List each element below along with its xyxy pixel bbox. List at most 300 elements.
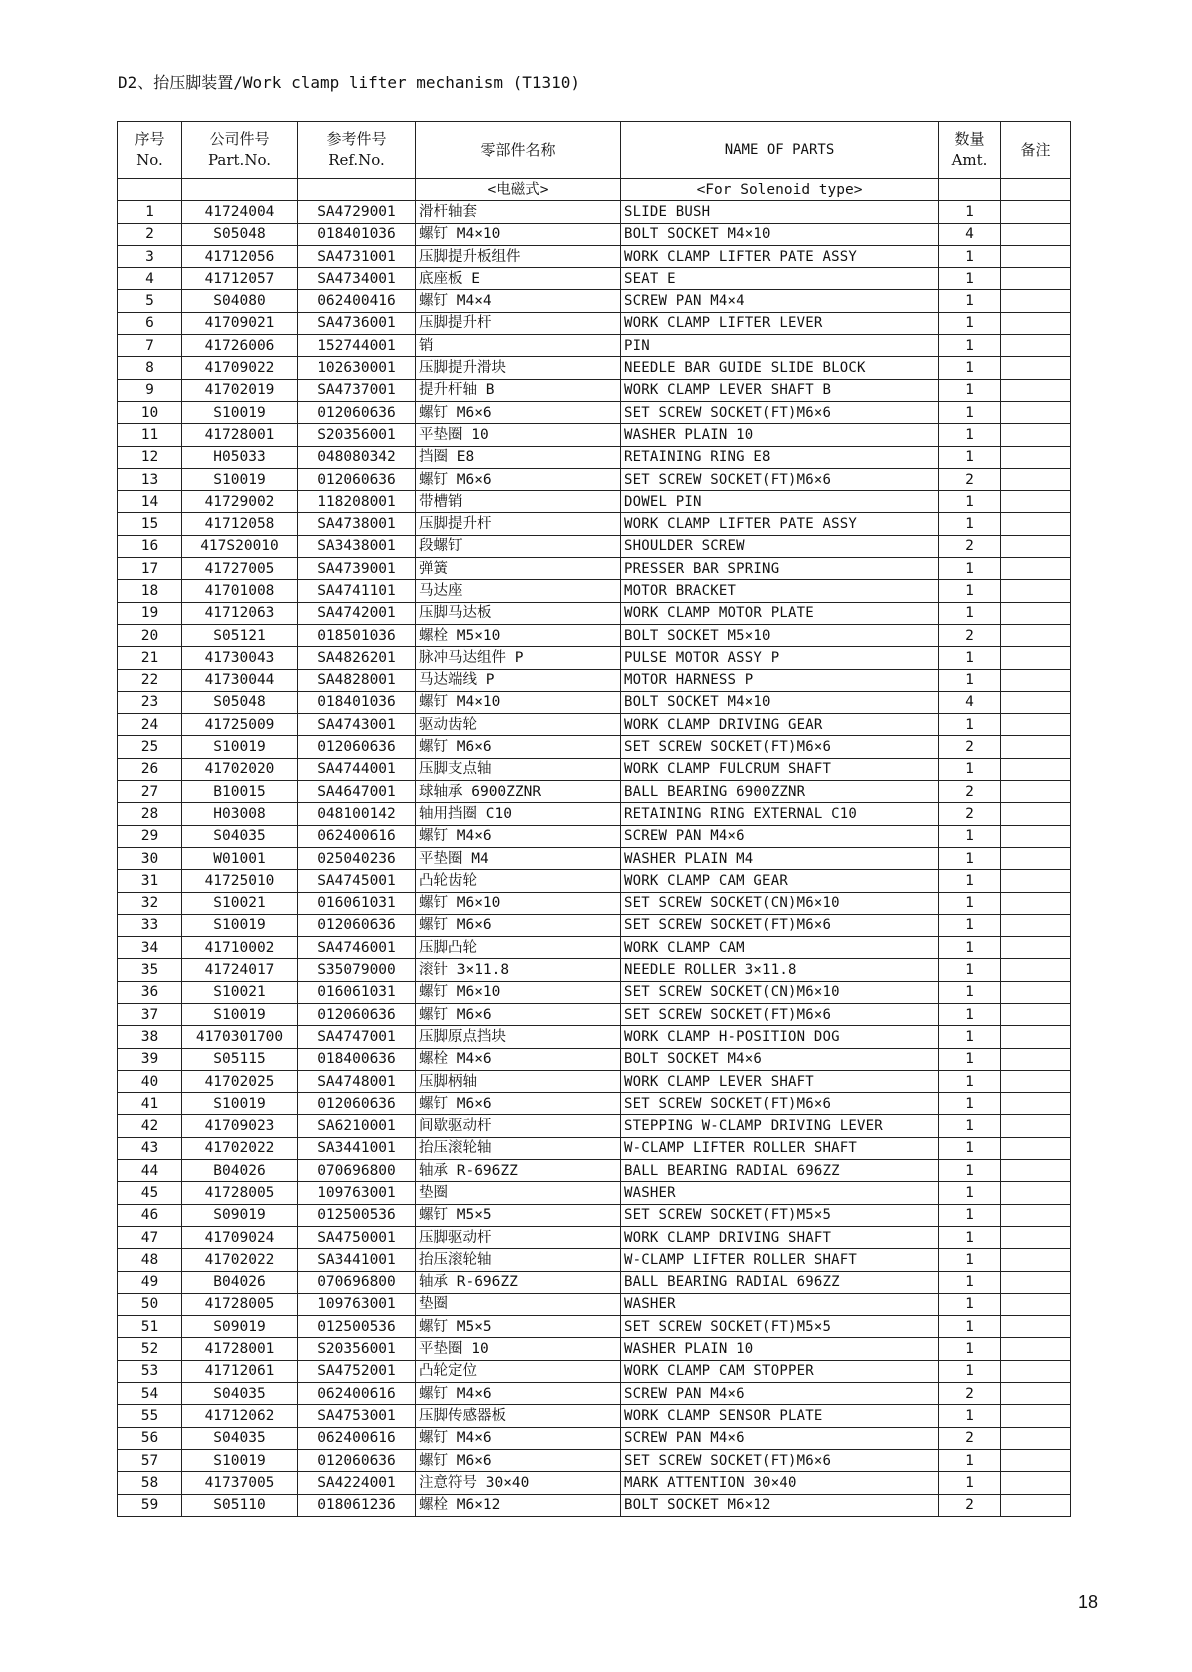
cell-name-en: SLIDE BUSH [621, 201, 939, 223]
header-no: 序号 No. [118, 122, 182, 179]
cell-remark [1001, 513, 1071, 535]
table-row [118, 223, 1071, 245]
cell-ref-no: SA4750001 [298, 1226, 416, 1248]
table-row [118, 1405, 1071, 1427]
cell-part-no: 41726006 [182, 335, 298, 357]
cell-part-no: 41724004 [182, 201, 298, 223]
table-row [118, 1093, 1071, 1115]
cell-name-en: BOLT SOCKET M6×12 [621, 1494, 939, 1516]
cell-remark [1001, 290, 1071, 312]
cell-remark [1001, 468, 1071, 490]
cell-remark [1001, 1204, 1071, 1226]
cell-amt: 1 [939, 914, 1001, 936]
cell-name-en: WORK CLAMP H-POSITION DOG [621, 1026, 939, 1048]
table-row [118, 312, 1071, 334]
table-row [118, 1494, 1071, 1516]
cell-remark [1001, 1293, 1071, 1315]
cell-part-no: 41730043 [182, 647, 298, 669]
cell-name-cn: 抬压滚轮轴 [416, 1137, 621, 1159]
cell-part-no: 41728001 [182, 424, 298, 446]
cell-no: 18 [118, 580, 182, 602]
cell-name-cn: 螺钉 M4×6 [416, 1383, 621, 1405]
cell-name-cn: 带槽销 [416, 491, 621, 513]
cell-name-cn: 螺钉 M6×6 [416, 914, 621, 936]
cell-no: 47 [118, 1226, 182, 1248]
table-row [118, 1070, 1071, 1092]
cell-no: 22 [118, 669, 182, 691]
cell-ref-no: 118208001 [298, 491, 416, 513]
cell-name-en: WORK CLAMP CAM [621, 937, 939, 959]
cell-name-cn: 压脚凸轮 [416, 937, 621, 959]
cell-remark [1001, 1160, 1071, 1182]
table-row [118, 513, 1071, 535]
cell-name-cn: 注意符号 30×40 [416, 1472, 621, 1494]
cell-name-en: WORK CLAMP CAM STOPPER [621, 1360, 939, 1382]
header-name-en: NAME OF PARTS [621, 122, 939, 179]
cell-name-en: SET SCREW SOCKET(FT)M6×6 [621, 468, 939, 490]
cell-name-cn: 平垫圈 10 [416, 424, 621, 446]
cell-no: 38 [118, 1026, 182, 1048]
cell-amt: 1 [939, 335, 1001, 357]
cell-amt: 1 [939, 1449, 1001, 1471]
cell-no: 6 [118, 312, 182, 334]
cell-amt: 1 [939, 290, 1001, 312]
cell-part-no: S10019 [182, 914, 298, 936]
cell-name-cn: 螺钉 M6×6 [416, 401, 621, 423]
cell-remark [1001, 959, 1071, 981]
cell-ref-no: 012060636 [298, 914, 416, 936]
cell-amt: 2 [939, 535, 1001, 557]
cell-name-en: SET SCREW SOCKET(FT)M6×6 [621, 401, 939, 423]
cell-amt: 1 [939, 602, 1001, 624]
cell-no: 46 [118, 1204, 182, 1226]
cell-ref-no: SA4745001 [298, 870, 416, 892]
cell-remark [1001, 937, 1071, 959]
cell-part-no: 41702022 [182, 1137, 298, 1159]
cell-no: 51 [118, 1316, 182, 1338]
table-row [118, 491, 1071, 513]
cell-name-en: MARK ATTENTION 30×40 [621, 1472, 939, 1494]
cell-amt: 1 [939, 669, 1001, 691]
cell-remark [1001, 357, 1071, 379]
cell-ref-no: 070696800 [298, 1160, 416, 1182]
cell-amt: 1 [939, 1048, 1001, 1070]
cell-remark [1001, 1249, 1071, 1271]
subheader-cn: <电磁式> [416, 179, 621, 201]
cell-name-en: DOWEL PIN [621, 491, 939, 513]
cell-part-no: 41709021 [182, 312, 298, 334]
cell-remark [1001, 647, 1071, 669]
cell-name-en: WASHER PLAIN 10 [621, 424, 939, 446]
cell-no: 50 [118, 1293, 182, 1315]
cell-name-cn: 螺钉 M4×6 [416, 1427, 621, 1449]
cell-part-no: 41725009 [182, 714, 298, 736]
cell-remark [1001, 535, 1071, 557]
cell-amt: 1 [939, 714, 1001, 736]
cell-remark [1001, 580, 1071, 602]
cell-amt: 2 [939, 468, 1001, 490]
cell-name-cn: 轴承 R-696ZZ [416, 1160, 621, 1182]
cell-amt: 2 [939, 781, 1001, 803]
cell-amt: 1 [939, 981, 1001, 1003]
cell-no: 43 [118, 1137, 182, 1159]
cell-no: 45 [118, 1182, 182, 1204]
cell-part-no: 41712063 [182, 602, 298, 624]
cell-name-en: WASHER [621, 1182, 939, 1204]
cell-name-cn: 压脚提升板组件 [416, 245, 621, 267]
cell-name-cn: 脉冲马达组件 P [416, 647, 621, 669]
cell-part-no: 41709024 [182, 1226, 298, 1248]
table-row [118, 1249, 1071, 1271]
cell-name-cn: 间歇驱动杆 [416, 1115, 621, 1137]
cell-remark [1001, 446, 1071, 468]
cell-part-no: 41709023 [182, 1115, 298, 1137]
table-row [118, 379, 1071, 401]
cell-name-cn: 滑杆轴套 [416, 201, 621, 223]
table-row [118, 1182, 1071, 1204]
cell-no: 3 [118, 245, 182, 267]
table-row [118, 1160, 1071, 1182]
cell-name-cn: 螺钉 M4×4 [416, 290, 621, 312]
table-row [118, 1449, 1071, 1471]
cell-remark [1001, 1003, 1071, 1025]
table-row [118, 825, 1071, 847]
cell-part-no: 41712061 [182, 1360, 298, 1382]
cell-name-cn: 螺钉 M6×6 [416, 1003, 621, 1025]
cell-part-no: H05033 [182, 446, 298, 468]
cell-name-cn: 球轴承 6900ZZNR [416, 781, 621, 803]
cell-part-no: S05121 [182, 624, 298, 646]
cell-no: 54 [118, 1383, 182, 1405]
cell-name-en: SHOULDER SCREW [621, 535, 939, 557]
cell-no: 32 [118, 892, 182, 914]
cell-name-en: SET SCREW SOCKET(FT)M6×6 [621, 1093, 939, 1115]
cell-name-en: BOLT SOCKET M4×10 [621, 223, 939, 245]
table-row [118, 1271, 1071, 1293]
cell-name-cn: 底座板 E [416, 268, 621, 290]
cell-name-cn: 螺钉 M5×5 [416, 1204, 621, 1226]
cell-ref-no: 018401036 [298, 223, 416, 245]
table-row [118, 781, 1071, 803]
cell-ref-no: SA4741101 [298, 580, 416, 602]
cell-ref-no: SA3441001 [298, 1249, 416, 1271]
cell-name-en: WORK CLAMP DRIVING SHAFT [621, 1226, 939, 1248]
cell-no: 8 [118, 357, 182, 379]
cell-part-no: 41727005 [182, 558, 298, 580]
cell-no: 12 [118, 446, 182, 468]
cell-amt: 1 [939, 892, 1001, 914]
cell-no: 39 [118, 1048, 182, 1070]
table-row [118, 758, 1071, 780]
cell-ref-no: 016061031 [298, 892, 416, 914]
cell-no: 41 [118, 1093, 182, 1115]
cell-amt: 1 [939, 558, 1001, 580]
cell-remark [1001, 758, 1071, 780]
cell-name-en: SCREW PAN M4×4 [621, 290, 939, 312]
cell-part-no: H03008 [182, 803, 298, 825]
cell-name-cn: 螺栓 M5×10 [416, 624, 621, 646]
cell-name-cn: 段螺钉 [416, 535, 621, 557]
cell-remark [1001, 1449, 1071, 1471]
cell-ref-no: 012060636 [298, 401, 416, 423]
table-row [118, 892, 1071, 914]
cell-name-en: SET SCREW SOCKET(FT)M6×6 [621, 914, 939, 936]
cell-name-en: WASHER PLAIN 10 [621, 1338, 939, 1360]
cell-remark [1001, 1338, 1071, 1360]
cell-name-cn: 螺钉 M6×10 [416, 981, 621, 1003]
cell-remark [1001, 1226, 1071, 1248]
table-row [118, 468, 1071, 490]
cell-amt: 1 [939, 1160, 1001, 1182]
header-remark: 备注 [1001, 122, 1071, 179]
cell-name-cn: 螺钉 M6×6 [416, 1093, 621, 1115]
table-header-row [118, 122, 1071, 179]
cell-no: 7 [118, 335, 182, 357]
cell-ref-no: SA4826201 [298, 647, 416, 669]
cell-name-en: SET SCREW SOCKET(FT)M5×5 [621, 1316, 939, 1338]
cell-ref-no: 070696800 [298, 1271, 416, 1293]
cell-ref-no: 109763001 [298, 1182, 416, 1204]
cell-no: 14 [118, 491, 182, 513]
cell-name-cn: 垫圈 [416, 1182, 621, 1204]
cell-name-cn: 马达座 [416, 580, 621, 602]
cell-no: 35 [118, 959, 182, 981]
cell-remark [1001, 691, 1071, 713]
cell-remark [1001, 892, 1071, 914]
cell-name-en: NEEDLE ROLLER 3×11.8 [621, 959, 939, 981]
cell-amt: 2 [939, 736, 1001, 758]
cell-name-cn: 压脚提升杆 [416, 513, 621, 535]
cell-amt: 1 [939, 959, 1001, 981]
table-row [118, 558, 1071, 580]
cell-name-cn: 压脚马达板 [416, 602, 621, 624]
cell-name-cn: 平垫圈 10 [416, 1338, 621, 1360]
cell-amt: 1 [939, 1182, 1001, 1204]
cell-part-no: S05115 [182, 1048, 298, 1070]
cell-no: 42 [118, 1115, 182, 1137]
cell-amt: 2 [939, 624, 1001, 646]
cell-part-no: 41724017 [182, 959, 298, 981]
cell-remark [1001, 825, 1071, 847]
cell-remark [1001, 1115, 1071, 1137]
page-title: D2、抬压脚装置/Work clamp lifter mechanism (T1310) [118, 73, 581, 92]
table-row [118, 335, 1071, 357]
cell-name-cn: 压脚提升滑块 [416, 357, 621, 379]
cell-remark [1001, 1383, 1071, 1405]
cell-name-cn: 螺钉 M6×10 [416, 892, 621, 914]
cell-ref-no: 012060636 [298, 1449, 416, 1471]
cell-ref-no: SA4739001 [298, 558, 416, 580]
table-row [118, 647, 1071, 669]
cell-name-cn: 螺钉 M6×6 [416, 736, 621, 758]
cell-ref-no: SA4647001 [298, 781, 416, 803]
cell-name-en: WORK CLAMP DRIVING GEAR [621, 714, 939, 736]
cell-remark [1001, 1137, 1071, 1159]
cell-name-cn: 凸轮齿轮 [416, 870, 621, 892]
cell-part-no: 41702022 [182, 1249, 298, 1271]
table-row [118, 937, 1071, 959]
table-row [118, 290, 1071, 312]
cell-remark [1001, 424, 1071, 446]
cell-ref-no: 012060636 [298, 736, 416, 758]
cell-name-cn: 压脚传感器板 [416, 1405, 621, 1427]
table-row [118, 1048, 1071, 1070]
cell-remark [1001, 981, 1071, 1003]
table-row [118, 580, 1071, 602]
cell-ref-no: 102630001 [298, 357, 416, 379]
cell-part-no: 41712057 [182, 268, 298, 290]
cell-no: 5 [118, 290, 182, 312]
cell-amt: 1 [939, 647, 1001, 669]
cell-part-no: 41737005 [182, 1472, 298, 1494]
cell-remark [1001, 312, 1071, 334]
cell-no: 49 [118, 1271, 182, 1293]
cell-name-en: SCREW PAN M4×6 [621, 1383, 939, 1405]
cell-part-no: 41730044 [182, 669, 298, 691]
cell-name-en: SCREW PAN M4×6 [621, 825, 939, 847]
cell-ref-no: 018400636 [298, 1048, 416, 1070]
cell-amt: 2 [939, 803, 1001, 825]
cell-amt: 1 [939, 1226, 1001, 1248]
header-ref-no: 参考件号 Ref.No. [298, 122, 416, 179]
table-row [118, 981, 1071, 1003]
cell-amt: 1 [939, 1293, 1001, 1315]
cell-part-no: 41728005 [182, 1293, 298, 1315]
cell-remark [1001, 1070, 1071, 1092]
cell-no: 23 [118, 691, 182, 713]
cell-part-no: 41712056 [182, 245, 298, 267]
cell-remark [1001, 1427, 1071, 1449]
cell-amt: 1 [939, 1271, 1001, 1293]
cell-part-no: B04026 [182, 1271, 298, 1293]
cell-ref-no: 062400616 [298, 1427, 416, 1449]
cell-remark [1001, 1093, 1071, 1115]
cell-name-cn: 压脚提升杆 [416, 312, 621, 334]
cell-amt: 1 [939, 1026, 1001, 1048]
cell-part-no: 41728005 [182, 1182, 298, 1204]
cell-remark [1001, 736, 1071, 758]
cell-ref-no: 048100142 [298, 803, 416, 825]
table-row [118, 357, 1071, 379]
cell-name-en: PRESSER BAR SPRING [621, 558, 939, 580]
table-row [118, 1115, 1071, 1137]
cell-name-cn: 垫圈 [416, 1293, 621, 1315]
cell-part-no: S05110 [182, 1494, 298, 1516]
table-row [118, 914, 1071, 936]
cell-amt: 2 [939, 1494, 1001, 1516]
cell-ref-no: SA4747001 [298, 1026, 416, 1048]
cell-part-no: S10019 [182, 1093, 298, 1115]
cell-amt: 1 [939, 847, 1001, 869]
table-row [118, 245, 1071, 267]
cell-amt: 1 [939, 758, 1001, 780]
cell-name-cn: 凸轮定位 [416, 1360, 621, 1382]
table-row [118, 424, 1071, 446]
cell-name-cn: 轴用挡圈 C10 [416, 803, 621, 825]
cell-ref-no: SA4744001 [298, 758, 416, 780]
cell-amt: 1 [939, 1316, 1001, 1338]
cell-remark [1001, 602, 1071, 624]
cell-name-en: SET SCREW SOCKET(FT)M6×6 [621, 736, 939, 758]
cell-amt: 1 [939, 937, 1001, 959]
cell-ref-no: SA3441001 [298, 1137, 416, 1159]
cell-ref-no: SA4738001 [298, 513, 416, 535]
cell-amt: 1 [939, 312, 1001, 334]
cell-no: 4 [118, 268, 182, 290]
cell-no: 11 [118, 424, 182, 446]
cell-remark [1001, 1472, 1071, 1494]
cell-name-cn: 螺钉 M6×6 [416, 1449, 621, 1471]
cell-name-en: RETAINING RING EXTERNAL C10 [621, 803, 939, 825]
cell-name-cn: 螺栓 M6×12 [416, 1494, 621, 1516]
cell-name-en: MOTOR BRACKET [621, 580, 939, 602]
table-row [118, 401, 1071, 423]
cell-amt: 1 [939, 1249, 1001, 1271]
header-name-cn: 零部件名称 [416, 122, 621, 179]
cell-name-en: NEEDLE BAR GUIDE SLIDE BLOCK [621, 357, 939, 379]
cell-part-no: 41728001 [182, 1338, 298, 1360]
cell-ref-no: 018061236 [298, 1494, 416, 1516]
cell-amt: 1 [939, 446, 1001, 468]
cell-name-cn: 压脚驱动杆 [416, 1226, 621, 1248]
cell-part-no: 41709022 [182, 357, 298, 379]
cell-no: 13 [118, 468, 182, 490]
parts-table [117, 121, 1071, 1517]
cell-name-cn: 马达端线 P [416, 669, 621, 691]
cell-amt: 1 [939, 870, 1001, 892]
cell-amt: 1 [939, 1405, 1001, 1427]
cell-amt: 1 [939, 1338, 1001, 1360]
cell-ref-no: SA4752001 [298, 1360, 416, 1382]
cell-ref-no: SA4753001 [298, 1405, 416, 1427]
cell-no: 25 [118, 736, 182, 758]
cell-no: 58 [118, 1472, 182, 1494]
cell-amt: 1 [939, 201, 1001, 223]
cell-amt: 4 [939, 691, 1001, 713]
table-row [118, 1360, 1071, 1382]
cell-name-en: WORK CLAMP LEVER SHAFT [621, 1070, 939, 1092]
cell-part-no: S04080 [182, 290, 298, 312]
cell-no: 37 [118, 1003, 182, 1025]
cell-amt: 1 [939, 401, 1001, 423]
cell-name-cn: 压脚柄轴 [416, 1070, 621, 1092]
cell-remark [1001, 803, 1071, 825]
cell-no: 17 [118, 558, 182, 580]
cell-ref-no: 062400616 [298, 1383, 416, 1405]
cell-name-en: RETAINING RING E8 [621, 446, 939, 468]
cell-no: 9 [118, 379, 182, 401]
cell-ref-no: S35079000 [298, 959, 416, 981]
cell-part-no: 4170301700 [182, 1026, 298, 1048]
header-amt: 数量 Amt. [939, 122, 1001, 179]
cell-name-en: WORK CLAMP SENSOR PLATE [621, 1405, 939, 1427]
cell-no: 59 [118, 1494, 182, 1516]
cell-no: 10 [118, 401, 182, 423]
cell-no: 16 [118, 535, 182, 557]
cell-no: 29 [118, 825, 182, 847]
cell-remark [1001, 624, 1071, 646]
table-row [118, 803, 1071, 825]
cell-name-en: PIN [621, 335, 939, 357]
cell-part-no: S04035 [182, 1383, 298, 1405]
cell-no: 33 [118, 914, 182, 936]
cell-ref-no: SA4743001 [298, 714, 416, 736]
cell-name-en: MOTOR HARNESS P [621, 669, 939, 691]
cell-ref-no: 012500536 [298, 1204, 416, 1226]
cell-ref-no: 018501036 [298, 624, 416, 646]
cell-part-no: 41725010 [182, 870, 298, 892]
cell-no: 1 [118, 201, 182, 223]
